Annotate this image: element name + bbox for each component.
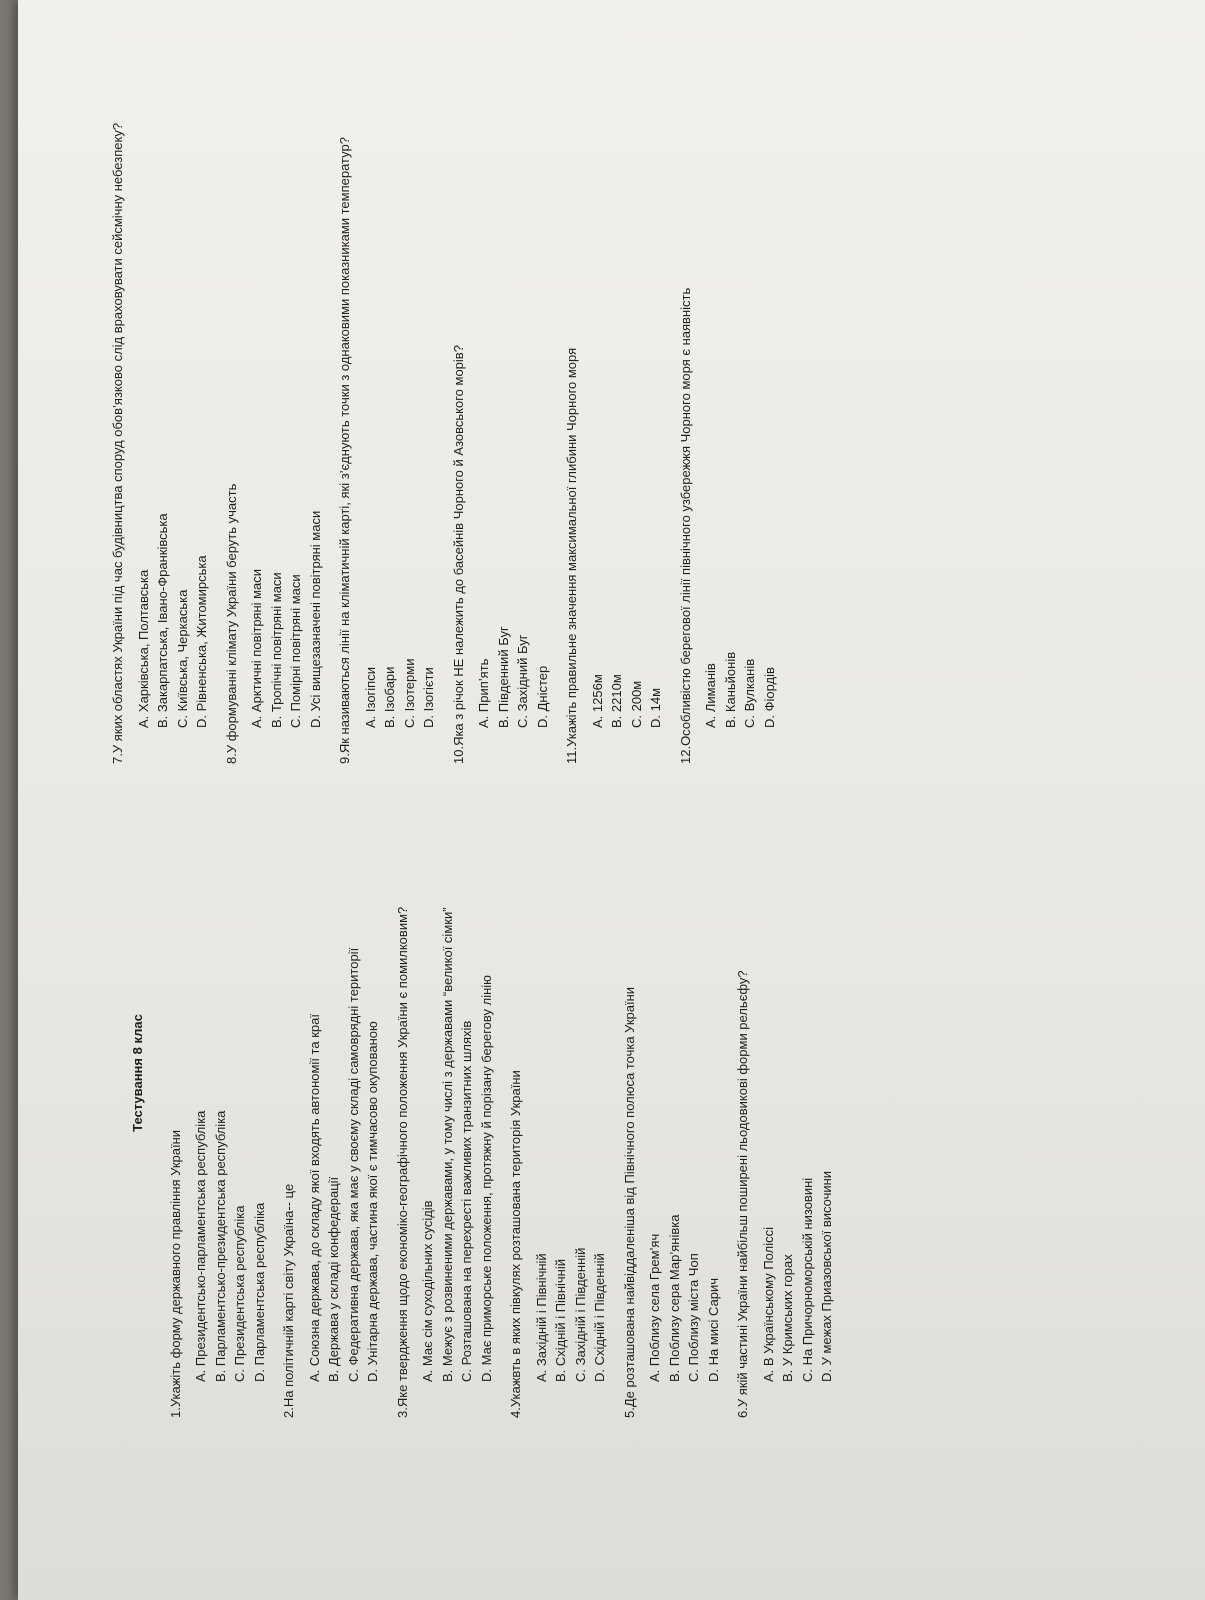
answer-options	[247, 44, 325, 728]
answer-option: C. Розташована на перехресті важливих транзитних шляхів	[459, 1020, 474, 1382]
answer-option: A. Поблизу села Грем’яч	[647, 1233, 662, 1382]
question-block	[335, 44, 439, 764]
answer-option: B. Межує з розвиненими державами, у тому числі з державами “великої сімки”	[439, 907, 455, 1382]
answer-option: D. Дністер	[534, 665, 550, 728]
paper-sheet	[18, 0, 1205, 1600]
answer-option: C. Західний Буг	[515, 634, 530, 728]
question-text: 3.Яке твердження щодо економіко-географічного положення України є помилковим?	[394, 906, 410, 1418]
question-block	[222, 44, 326, 764]
question-text: 11.Укажіть правильне значення максимальної глибини Чорного моря	[564, 347, 579, 764]
answer-option: B. Парламентсько-президентська республіка	[212, 1110, 228, 1382]
answer-option: C. Київська, Черкаська	[174, 589, 190, 728]
answer-option: A. Харківська, Полтавська	[135, 569, 151, 728]
left-questions	[166, 718, 837, 1418]
answer-options	[305, 718, 383, 1382]
question-block	[166, 718, 270, 1418]
question-block	[562, 44, 666, 764]
question-text: 4.Укажвть в яких півкулях розташована територія України	[508, 1070, 523, 1418]
right-questions	[108, 44, 779, 764]
question-block	[393, 718, 497, 1418]
answer-option: D. Унітарна держава, частина якої є тимчасово окупованою	[365, 1021, 380, 1382]
answer-option: A. Прип’ять	[476, 658, 491, 728]
question-text: 1.Укажіть форму державного правління України	[167, 1129, 183, 1418]
left-column	[18, 718, 837, 1418]
answer-option: C. Федеративна держава, яка має у своєму складі самоврядні території	[345, 947, 361, 1382]
answer-option: B. Тропічні повітряні маси	[268, 572, 284, 728]
answer-option: D. На мисі Сарич	[705, 1277, 721, 1382]
question-block	[676, 44, 780, 764]
question-block	[506, 718, 610, 1418]
question-block	[449, 44, 553, 764]
answer-option: B. Південний Буг	[495, 626, 511, 728]
question-text: 6.У якій частині України найбільш поширені льодовикові форми рельєфу?	[735, 970, 750, 1418]
answer-option: A. Арктичні повітряні маси	[249, 568, 264, 728]
answer-option: D. Має приморське положення, протяжну й порізану берегову лінію	[478, 975, 494, 1382]
right-column	[18, 44, 779, 764]
answer-option: D. Ізогієти	[421, 667, 436, 728]
answer-options	[759, 718, 837, 1382]
answer-option: A. Має сім суходільних сусідів	[420, 1200, 435, 1382]
answer-option: D. 14м	[648, 687, 663, 728]
answer-option: D. Парламентська республіка	[251, 1202, 267, 1382]
answer-option: A. Ізогіпси	[362, 667, 378, 728]
answer-option: B. Закарпатська, Івано-Франківська	[155, 513, 170, 728]
answer-option: C. Помірні повітряні маси	[288, 574, 303, 728]
answer-option: B. Східній і Північній	[553, 1258, 568, 1382]
answer-option: C. Ізотерми	[401, 658, 417, 728]
answer-option: A. Лиманів	[703, 663, 718, 728]
answer-options	[645, 718, 723, 1382]
answer-options	[418, 718, 496, 1382]
answer-option: A. В Українському Поліссі	[760, 1227, 776, 1382]
answer-option: C. Західній і Південній	[572, 1247, 588, 1382]
answer-options	[191, 718, 269, 1382]
answer-option: B. Ізобари	[382, 666, 397, 728]
answer-options	[588, 44, 666, 728]
answer-option: A. Західній і Північній	[533, 1253, 549, 1382]
answer-option: C. Поблизу міста Чоп	[686, 1253, 701, 1382]
answer-option: C. Президентська республіка	[232, 1205, 247, 1382]
question-text: 2.На політичній карті світу Україна-- це	[281, 1183, 296, 1418]
answer-option: A. 1256м	[589, 674, 605, 728]
answer-option: B. У Кримських горах	[780, 1254, 795, 1382]
answer-options	[134, 44, 212, 728]
question-block	[279, 718, 383, 1418]
question-block	[108, 44, 212, 764]
page-title: Тестування 8 клас	[130, 1014, 145, 1132]
answer-options	[701, 44, 779, 728]
answer-option: D. У межах Приазовської височини	[819, 1170, 834, 1382]
answer-option: C. Вулканів	[742, 658, 757, 728]
answer-option: D. Усі вищезазначені повітряні маси	[307, 510, 323, 728]
answer-options	[361, 44, 439, 728]
answer-option: B. Каньйонів	[722, 651, 738, 728]
answer-option: A. Союзна держава, до складу якої входять автономії та краї	[306, 1014, 322, 1382]
answer-option: B. 2210м	[609, 674, 624, 728]
answer-option: C. 200м	[628, 680, 644, 728]
answer-options	[474, 44, 552, 728]
question-text: 8.У формуванні клімату України беруть участь	[223, 483, 239, 764]
rotated-page	[18, 0, 1118, 1600]
question-text: 9.Як називаються лінії на кліматичній карті, які з’єднують точки з однаковими показниками температур?	[337, 137, 352, 764]
question-text: 10.Яка з річок НЕ належить до басейнів Чорного й Азовського морів?	[450, 345, 466, 764]
answer-option: B. Держава у складі конфедерації	[326, 1176, 341, 1382]
answer-option: D. Східній і Південній	[592, 1253, 607, 1382]
answer-option: C. На Причорноморській низовині	[799, 1177, 815, 1382]
answer-option: D. Рівненська, Житомирська	[194, 555, 209, 728]
answer-option: B. Поблизу сера Мар’янівка	[666, 1214, 682, 1382]
question-block	[733, 718, 837, 1418]
question-block	[620, 718, 724, 1418]
answer-option: D. Фіордів	[761, 667, 777, 728]
question-text: 7.У яких областях України під час будівництва споруд обов’язково слід враховувати сейсмічну небезпеку?	[110, 122, 125, 764]
answer-option: A. Президентсько-парламентська республіка	[193, 1110, 208, 1382]
answer-options	[532, 718, 610, 1382]
question-text: 12.Особливістю берегової лінії північного узбережжя Чорного моря є наявність	[677, 287, 693, 764]
question-text: 5.Де розташована найвіддаленіша від Північного полюса точка України	[621, 986, 637, 1418]
